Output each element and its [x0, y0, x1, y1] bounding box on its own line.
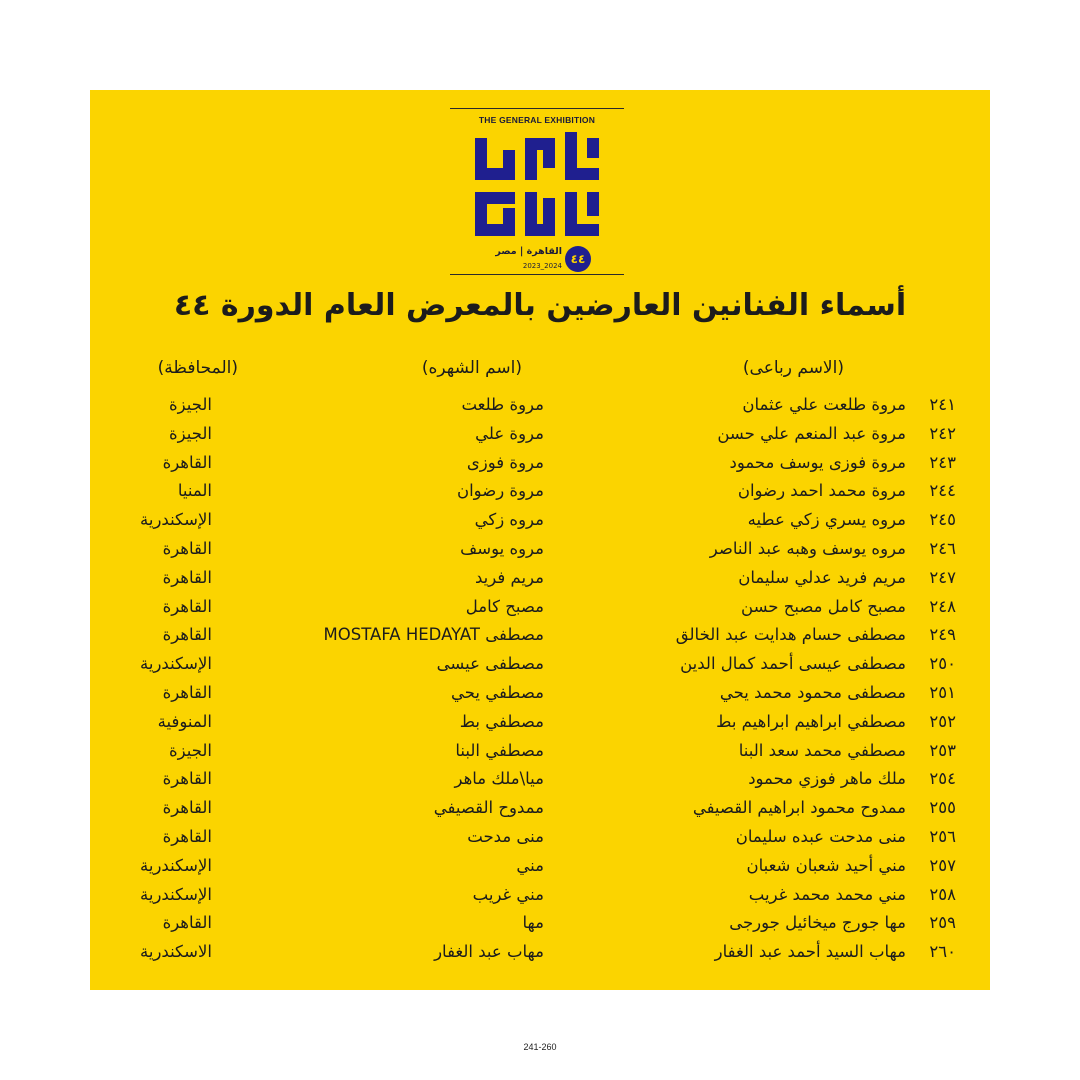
row-number: ٢٤٥ — [929, 510, 956, 529]
row-number: ٢٥٩ — [929, 913, 956, 932]
row-governorate: القاهرة — [162, 798, 212, 817]
row-known-as: مصطفي بط — [459, 712, 544, 731]
row-number: ٢٥٦ — [929, 827, 956, 846]
row-governorate: القاهرة — [162, 568, 212, 587]
logo-top-rule — [450, 108, 624, 109]
row-full-name: مصطفى حسام هدايت عبد الخالق — [675, 625, 906, 644]
row-full-name: مصطفي ابراهيم ابراهيم بط — [716, 712, 906, 731]
row-number: ٢٥٢ — [929, 712, 956, 731]
row-number: ٢٤٩ — [929, 625, 956, 644]
row-governorate: القاهرة — [162, 539, 212, 558]
row-full-name: مروة عبد المنعم علي حسن — [717, 424, 906, 443]
row-number: ٢٤٧ — [929, 568, 956, 587]
row-full-name: مها جورج ميخائيل جورجى — [729, 913, 906, 932]
row-known-as: منى مدحت — [467, 827, 544, 846]
row-known-as: مروه يوسف — [460, 539, 544, 558]
row-full-name: مني محمد محمد غريب — [748, 885, 906, 904]
row-governorate: القاهرة — [162, 625, 212, 644]
row-governorate: الإسكندرية — [140, 856, 212, 875]
row-governorate: الاسكندرية — [140, 942, 212, 961]
row-full-name: مصبح كامل مصبح حسن — [741, 597, 906, 616]
row-full-name: مروه يوسف وهبه عبد الناصر — [709, 539, 906, 558]
row-number: ٢٥١ — [929, 683, 956, 702]
logo-years: 2023_2024 — [522, 262, 562, 270]
row-known-as: مصطفى MOSTAFA HEDAYAT — [323, 625, 544, 644]
row-number: ٢٤١ — [929, 395, 956, 414]
row-known-as: مهاب عبد الغفار — [434, 942, 544, 961]
row-known-as: مصطفي يحي — [450, 683, 544, 702]
row-known-as: مروة علي — [475, 424, 544, 443]
row-known-as: مني غريب — [472, 885, 544, 904]
row-governorate: القاهرة — [162, 453, 212, 472]
row-full-name: مني أحيد شعبان شعبان — [746, 856, 906, 875]
column-header-known-as: (اسم الشهره) — [421, 358, 522, 378]
row-full-name: ملك ماهر فوزي محمود — [748, 769, 906, 788]
row-known-as: مروة فوزى — [466, 453, 544, 472]
row-number: ٢٤٤ — [929, 481, 956, 500]
row-known-as: مصطفي البنا — [455, 741, 544, 760]
logo-bottom-rule — [450, 274, 624, 275]
row-known-as: مصبح كامل — [465, 597, 544, 616]
row-full-name: مصطفى عيسى أحمد كمال الدين — [680, 654, 906, 673]
row-number: ٢٥٠ — [929, 654, 956, 673]
row-full-name: مصطفي محمد سعد البنا — [738, 741, 906, 760]
row-number: ٢٥٧ — [929, 856, 956, 875]
row-known-as: مريم فريد — [474, 568, 544, 587]
row-governorate: المنوفية — [157, 712, 212, 731]
row-governorate: المنيا — [177, 481, 212, 500]
edition-badge: ٤٤ — [565, 246, 591, 272]
row-number: ٢٥٤ — [929, 769, 956, 788]
page-range: 241-260 — [523, 1042, 557, 1052]
row-known-as: ممدوح القصيفي — [433, 798, 544, 817]
row-governorate: الجيزة — [169, 741, 212, 760]
row-number: ٢٤٨ — [929, 597, 956, 616]
row-number: ٢٤٣ — [929, 453, 956, 472]
row-known-as: ميا\ملك ماهر — [454, 769, 544, 788]
row-full-name: مروة محمد احمد رضوان — [737, 481, 906, 500]
row-full-name: مروة طلعت علي عثمان — [742, 395, 906, 414]
exhibition-panel — [90, 90, 990, 990]
row-number: ٢٦٠ — [929, 942, 956, 961]
calligraphy-logo-icon — [475, 132, 599, 240]
row-full-name: مروة فوزى يوسف محمود — [729, 453, 906, 472]
row-governorate: القاهرة — [162, 597, 212, 616]
row-governorate: القاهرة — [162, 683, 212, 702]
row-governorate: القاهرة — [162, 827, 212, 846]
row-full-name: مصطفى محمود محمد يحي — [719, 683, 906, 702]
row-known-as: مروة رضوان — [456, 481, 544, 500]
row-number: ٢٥٨ — [929, 885, 956, 904]
row-number: ٢٥٣ — [929, 741, 956, 760]
row-governorate: الجيزة — [169, 424, 212, 443]
row-governorate: القاهرة — [162, 913, 212, 932]
column-header-full-name: (الاسم رباعى) — [742, 358, 844, 378]
row-full-name: مهاب السيد أحمد عبد الغفار — [714, 942, 906, 961]
row-number: ٢٥٥ — [929, 798, 956, 817]
row-governorate: الإسكندرية — [140, 510, 212, 529]
row-full-name: ممدوح محمود ابراهيم القصيفي — [692, 798, 906, 817]
row-known-as: مها — [522, 913, 544, 932]
exhibition-logo — [450, 108, 624, 278]
row-known-as: مروة طلعت — [461, 395, 544, 414]
row-full-name: مريم فريد عدلي سليمان — [738, 568, 906, 587]
row-full-name: منى مدحت عبده سليمان — [735, 827, 906, 846]
row-governorate: الجيزة — [169, 395, 212, 414]
row-governorate: الإسكندرية — [140, 654, 212, 673]
logo-eyebrow: THE GENERAL EXHIBITION — [478, 115, 596, 125]
row-governorate: القاهرة — [162, 769, 212, 788]
row-number: ٢٤٢ — [929, 424, 956, 443]
row-known-as: مني — [516, 856, 544, 875]
column-header-governorate: (المحافظة) — [157, 358, 238, 378]
row-known-as: مصطفى عيسى — [436, 654, 544, 673]
logo-city: القاهرة | مصر — [495, 246, 562, 257]
page-title: أسماء الفنانين العارضين بالمعرض العام الدورة ٤٤ — [173, 288, 907, 323]
row-full-name: مروه يسري زكي عطيه — [747, 510, 906, 529]
row-known-as: مروه زكي — [474, 510, 544, 529]
row-number: ٢٤٦ — [929, 539, 956, 558]
row-governorate: الإسكندرية — [140, 885, 212, 904]
